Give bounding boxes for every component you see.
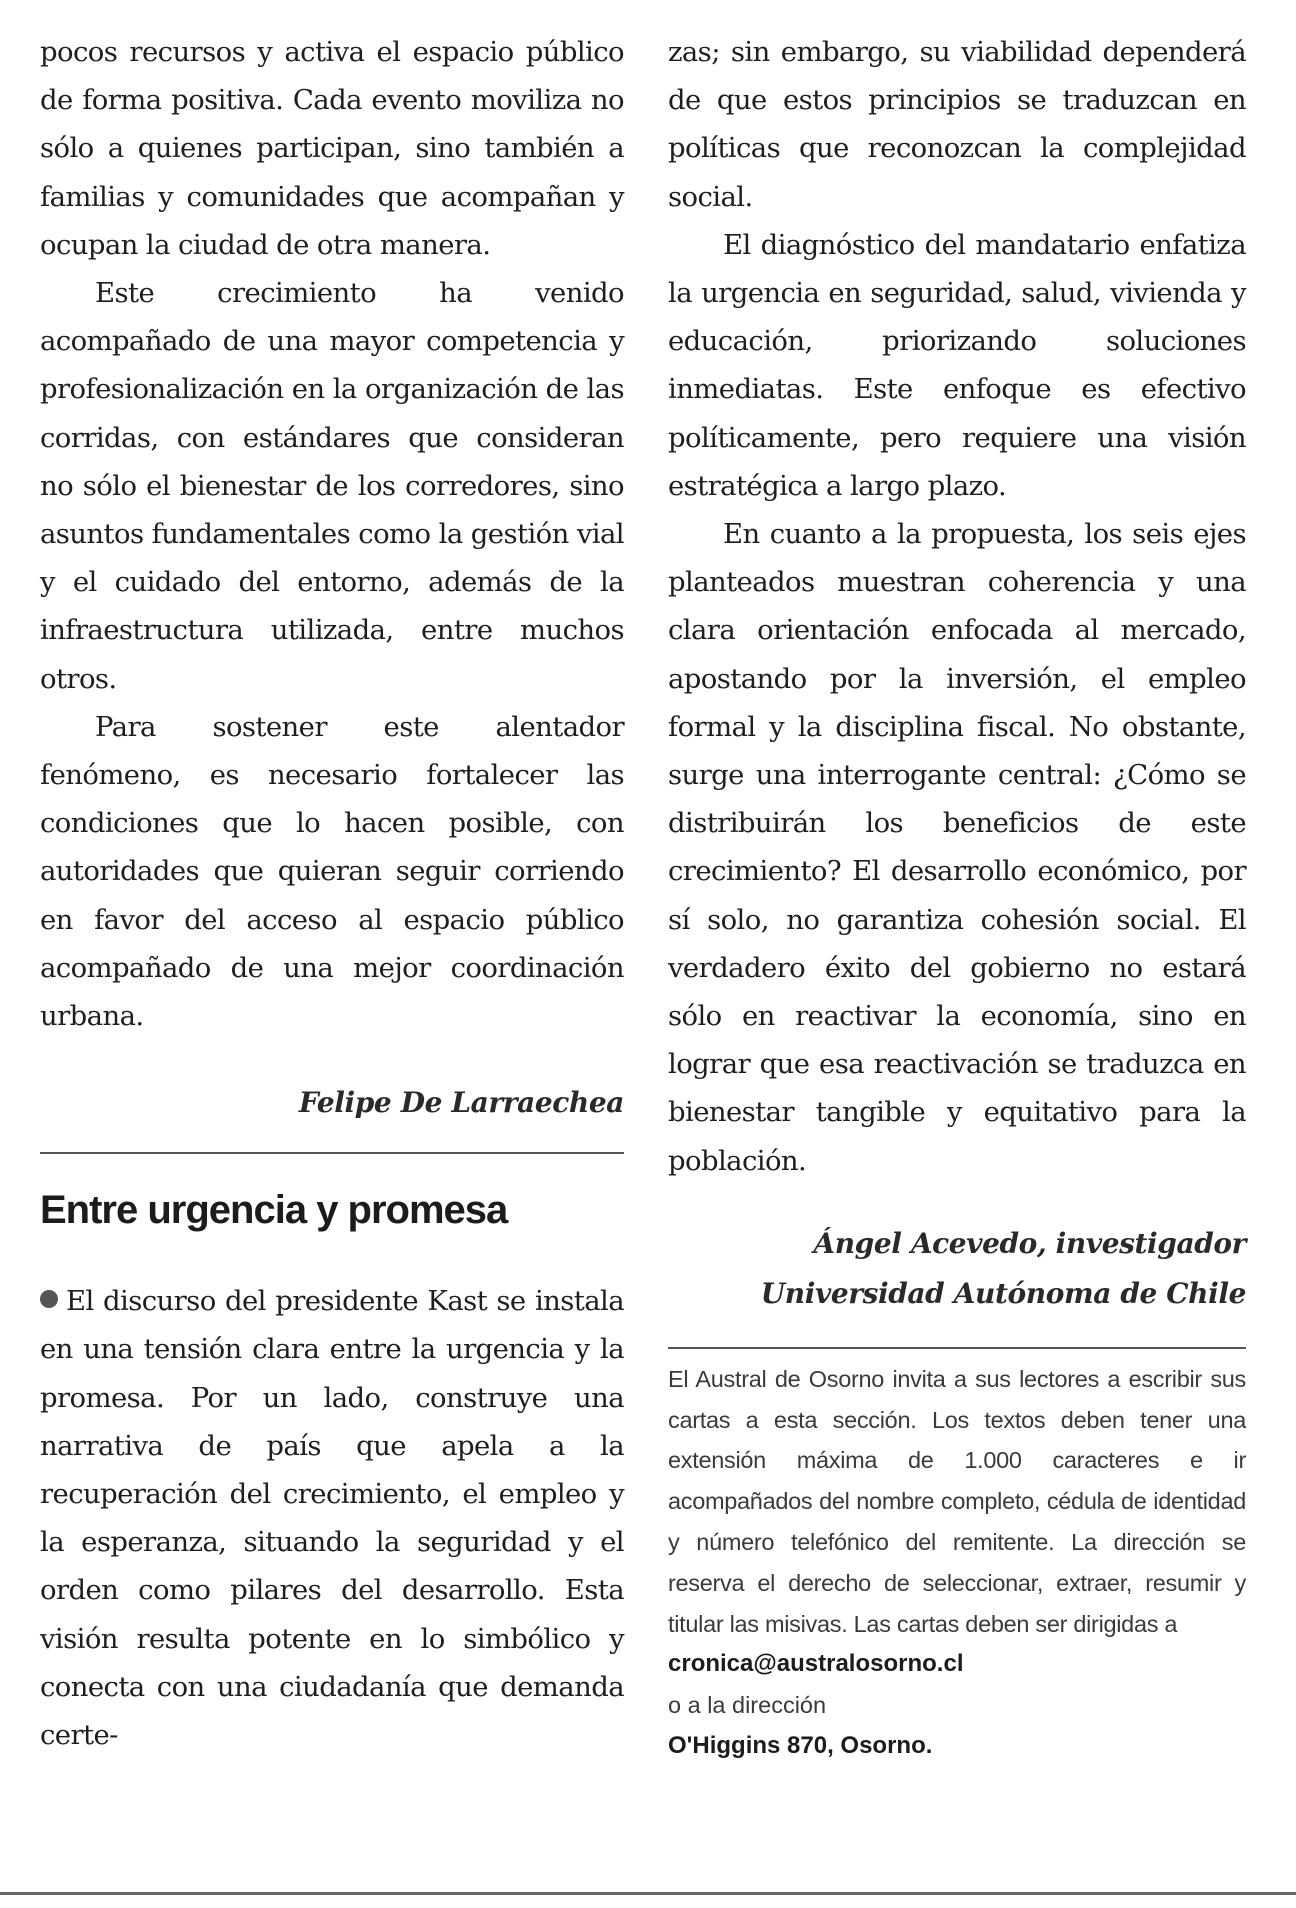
letter2-title: Entre urgencia y promesa [40, 1188, 508, 1233]
left-column [40, 0, 624, 1759]
right-column [668, 0, 1246, 1767]
letter1-paragraph-3: Para sostener este alentador fenómeno, es necesario fortalecer las condiciones que lo hacen posible, con autoridades que quieran seguir corriendo en favor del acceso al espacio público acompañado de una mejor coordinación urbana. [40, 710, 624, 1033]
submission-address: O'Higgins 870, Osorno. [668, 1732, 933, 1760]
letter1-signature: Felipe De Larraechea [298, 1086, 624, 1120]
letter2-intro: El discurso del presidente Kast se instala en una tensión clara entre la urgencia y la promesa. Por un lado, construye una narrativa de país que apela a la recuperación del crecimiento, el empleo y la esperanza, situando la seguridad y el orden como pilares del desarrollo. Esta visión resulta potente en lo simbólico y conecta con una ciudadanía que demanda certe- [40, 1277, 624, 1759]
letter2-signature-affiliation: Universidad Autónoma de Chile [760, 1276, 1246, 1310]
submission-or-address: o a la dirección [668, 1692, 827, 1719]
letter1-paragraph-1: pocos recursos y activa el espacio público de forma positiva. Cada evento moviliza no sólo a quienes participan, sino también a familias y comunidades que acompañan y ocupan la ciudad de otra manera. [40, 36, 624, 261]
submission-email[interactable]: cronica@australosorno.cl [668, 1650, 964, 1678]
letter1-paragraph-2: Este crecimiento ha venido acompañado de una mayor competencia y profesionalización en la organización de las corridas, con estándares que consideran no sólo el bienestar de los corredores, sino asuntos fundamentales como la gestión vial y el cuidado del entorno, además de la infraestructura utilizada, entre muchos otros. [40, 277, 624, 695]
letter2-paragraph-1: zas; sin embargo, su viabilidad dependerá de que estos principios se traduzcan en políticas que reconozcan la complejidad social. [668, 36, 1246, 213]
letter2-signature-name: Ángel Acevedo, investigador [813, 1226, 1246, 1260]
submission-note: El Austral de Osorno invita a sus lectores a escribir sus cartas a esta sección. Los textos deben tener una extensión máxima de 1.000 caracteres e ir acompañados del nombre completo, cédula de identidad y número telefónico del remitente. La dirección se reserva el derecho de seleccionar, extraer, resumir y titular las misivas. Las cartas deben ser dirigidas a [668, 1365, 1246, 1637]
letter2-paragraph-2: El diagnóstico del mandatario enfatiza la urgencia en seguridad, salud, vivienda y educación, priorizando soluciones inmediatas. Este enfoque es efectivo políticamente, pero requiere una visión estratégica a largo plazo. [668, 228, 1246, 502]
page-bottom-rule [0, 1892, 1296, 1895]
letter2-paragraph-3: En cuanto a la propuesta, los seis ejes planteados muestran coherencia y una clara orientación enfocada al mercado, apostando por la inversión, el empleo formal y la disciplina fiscal. No obstante, surge una interrogante central: ¿Cómo se distribuirán los beneficios de este crecimiento? El desarrollo económico, por sí solo, no garantiza cohesión social. El verdadero éxito del gobierno no estará sólo en reactivar la economía, sino en lograr que esa reactivación se traduzca en bienestar tangible y equitativo para la población. [668, 518, 1246, 1177]
